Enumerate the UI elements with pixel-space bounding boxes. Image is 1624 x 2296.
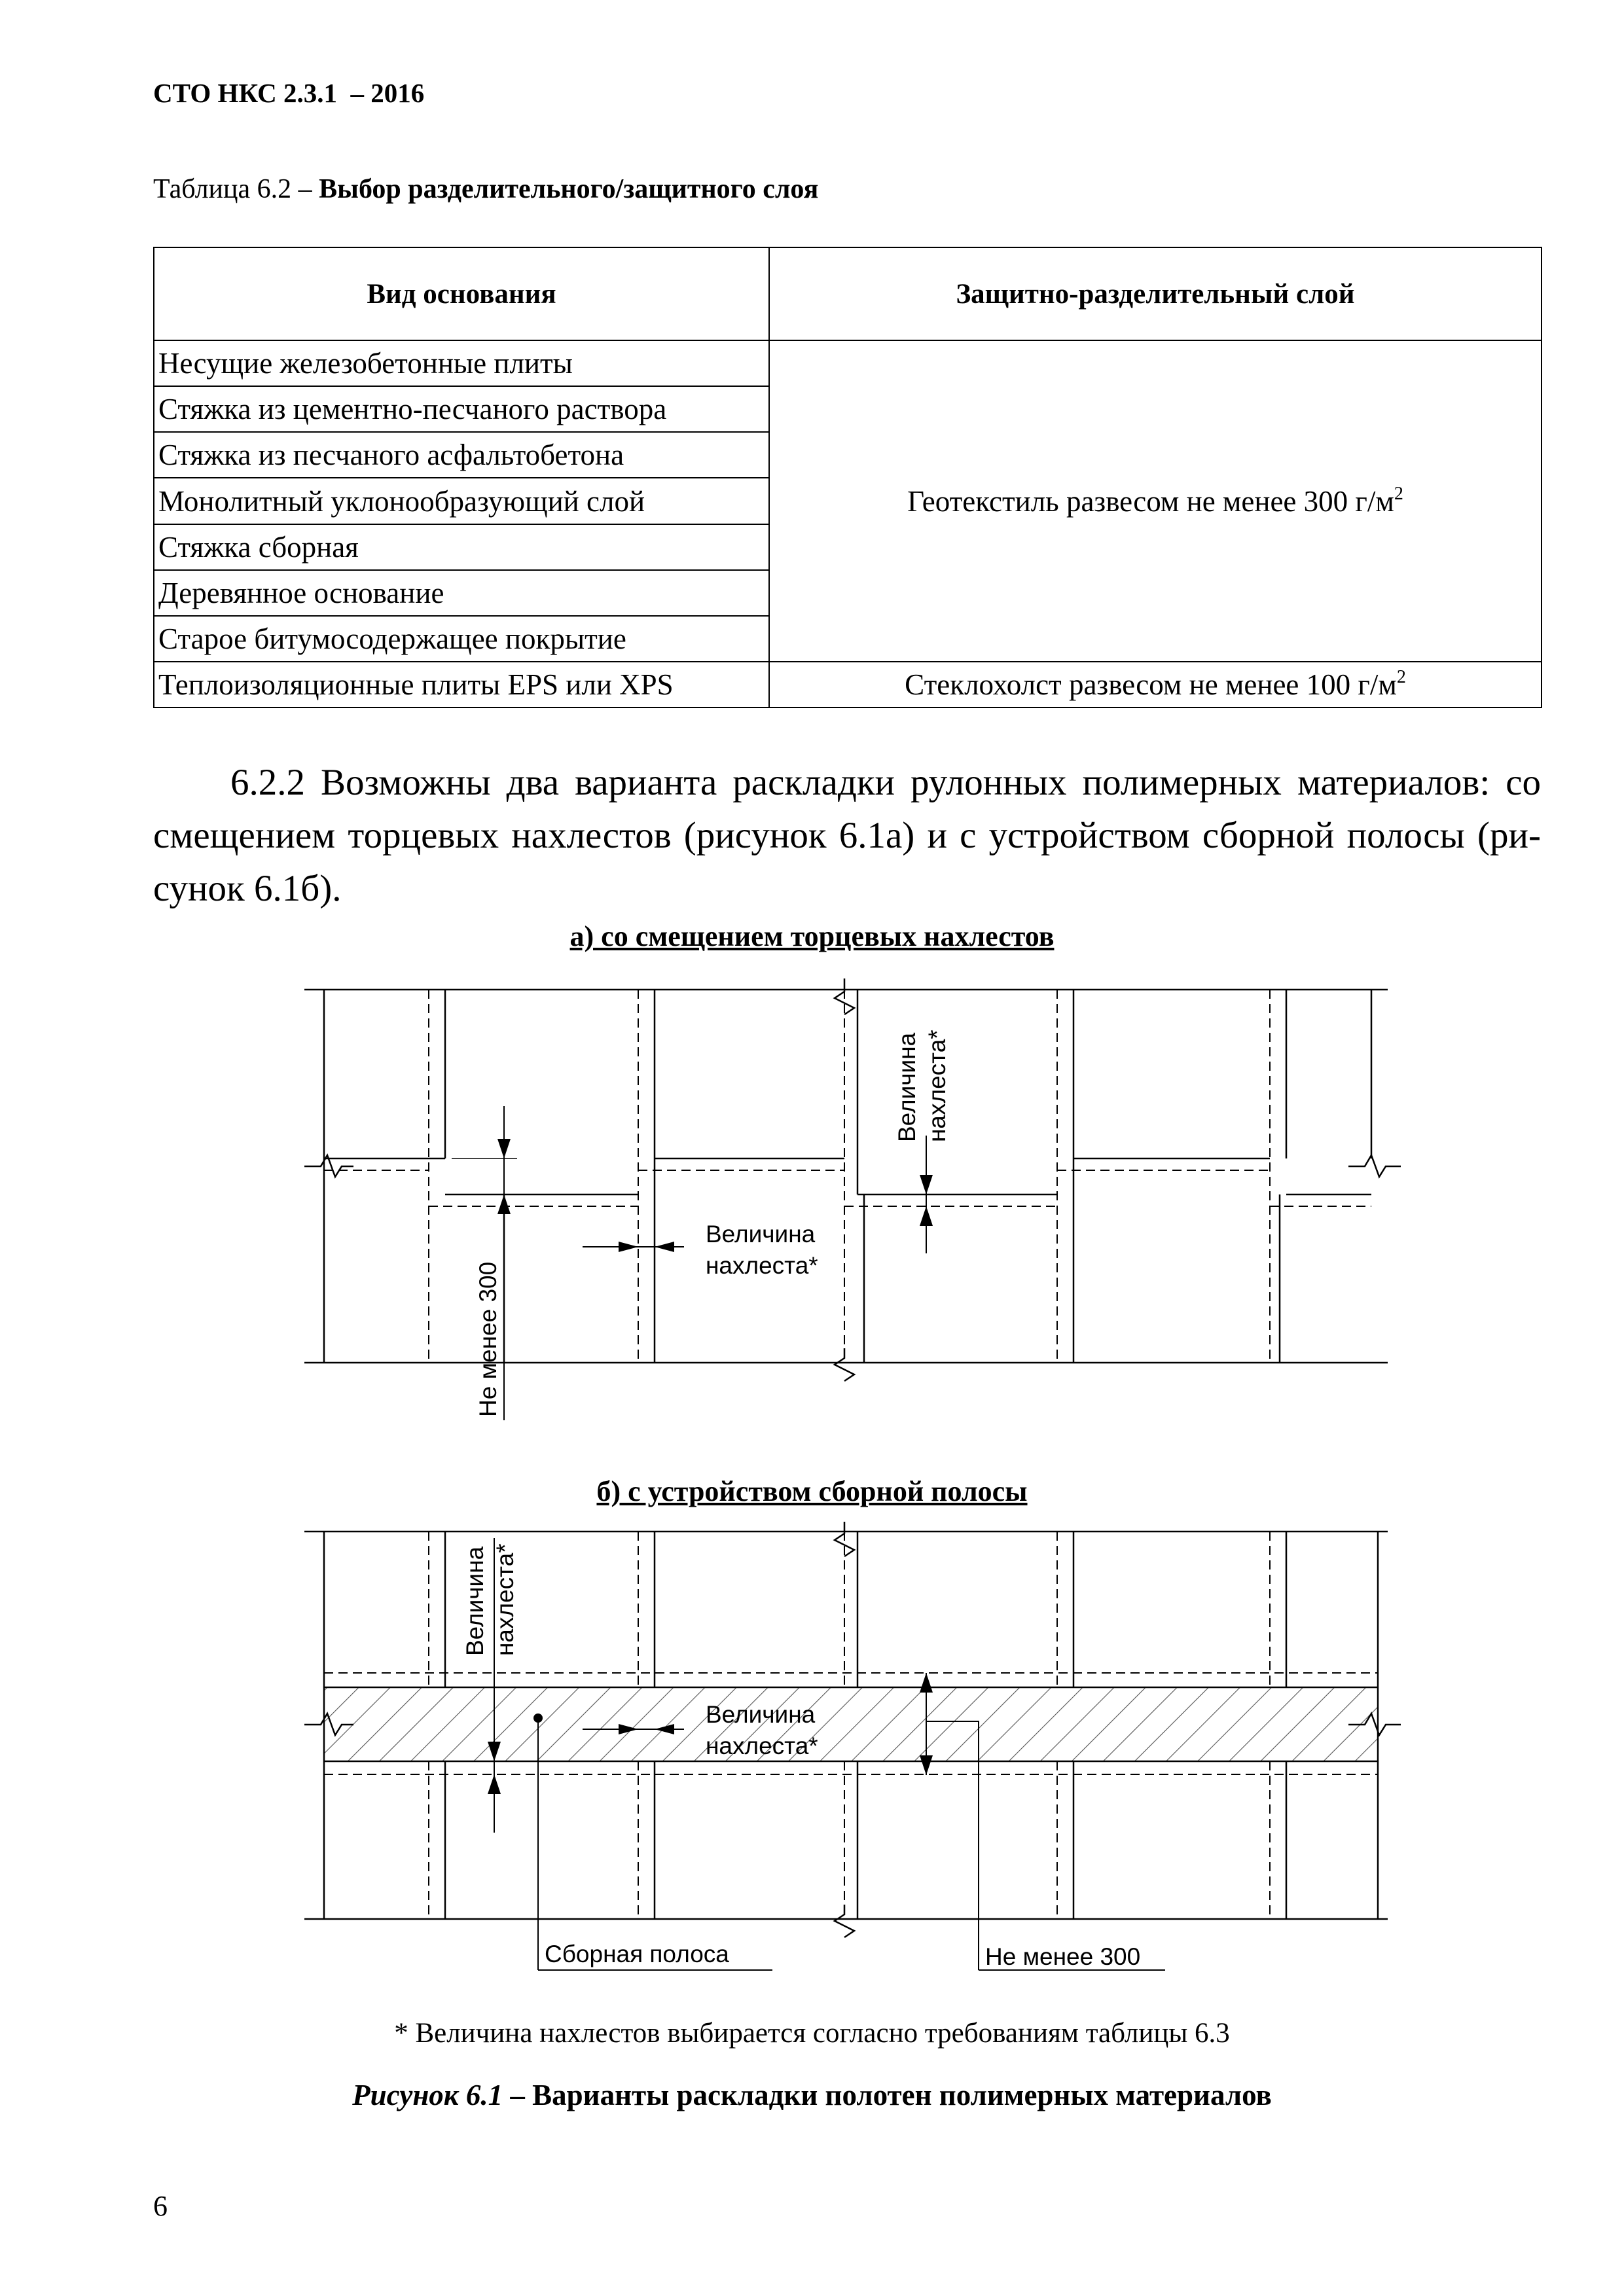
footnote: * Величина нахлестов выбирается согласно требованиям таблицы 6.3 <box>394 2018 1230 2049</box>
column-header-base-type: Вид основания <box>154 247 769 340</box>
table-cell-base: Теплоизоляционные плиты EPS или XPS <box>154 662 769 708</box>
document-code-header: СТО НКС 2.3.1 – 2016 <box>153 78 425 108</box>
figure-caption-separator: – <box>503 2079 533 2111</box>
figure-a-title: а) со смещением торцевых нахлестов <box>569 920 1055 952</box>
figure-b-label-min: Не менее 300 <box>985 1943 1141 1970</box>
figure-b-label-strip: Сборная полоса <box>545 1941 729 1967</box>
figure-b-label-overlap-h1: Величина <box>706 1701 816 1728</box>
figure-a-label-overlap-h1: Величина <box>706 1221 816 1247</box>
table-cell-base: Монолитный уклонообразующий слой <box>154 478 769 524</box>
paragraph-line: сунок 6.1б). <box>153 868 342 909</box>
page-number: 6 <box>153 2190 168 2222</box>
figure-b-title: б) с устройством сборной полосы <box>596 1475 1028 1507</box>
geotextile-text: Геотекстиль развесом не менее 300 г/м <box>907 484 1394 518</box>
table-cell-base: Деревянное основание <box>154 570 769 616</box>
paragraph-line: 6.2.2 Возможны два варианта раскладки рулонных полимерных материалов: со <box>230 762 1541 803</box>
table-cell-base: Старое битумосодержащее покрытие <box>154 616 769 662</box>
figure-b-label-overlap-v1: Величина <box>461 1546 488 1656</box>
figure-caption <box>0 2078 1624 2112</box>
figure-a-label-overlap-h2: нахлеста* <box>706 1252 818 1279</box>
figure-a-label-overlap-v1: Величина <box>893 1032 920 1142</box>
figure-b-label-overlap-v2: нахлеста* <box>492 1543 518 1656</box>
figure-a-label-overlap-v2: нахлеста* <box>924 1030 950 1142</box>
glass-mat-text: Стеклохолст развесом не менее 100 г/м <box>905 668 1397 701</box>
geotextile-sup: 2 <box>1394 483 1403 504</box>
figure-caption-prefix: Рисунок 6.1 <box>352 2079 503 2111</box>
table-caption-prefix: Таблица 6.2 – <box>153 174 319 204</box>
glass-mat-sup: 2 <box>1396 666 1406 687</box>
figure-a-label-min: Не менее 300 <box>475 1261 501 1417</box>
figure-b-label-overlap-h2: нахлеста* <box>706 1732 818 1759</box>
table-caption-title: Выбор разделительного/защитного слоя <box>319 174 819 204</box>
table-cell-base: Несущие железобетонные плиты <box>154 340 769 386</box>
table-cell-base: Стяжка из песчаного асфальтобетона <box>154 432 769 478</box>
figure-a-drawing <box>304 978 1401 1420</box>
table-cell-base: Стяжка сборная <box>154 524 769 570</box>
figure-caption-title: Варианты раскладки полотен полимерных материалов <box>532 2079 1272 2111</box>
column-header-protective-layer: Защитно-разделительный слой <box>769 247 1542 340</box>
table-cell-base: Стяжка из цементно-песчаного раствора <box>154 386 769 432</box>
paragraph-line: смещением торцевых нахлестов (рисунок 6.1а) и с устройством сборной полосы (ри- <box>153 815 1541 856</box>
